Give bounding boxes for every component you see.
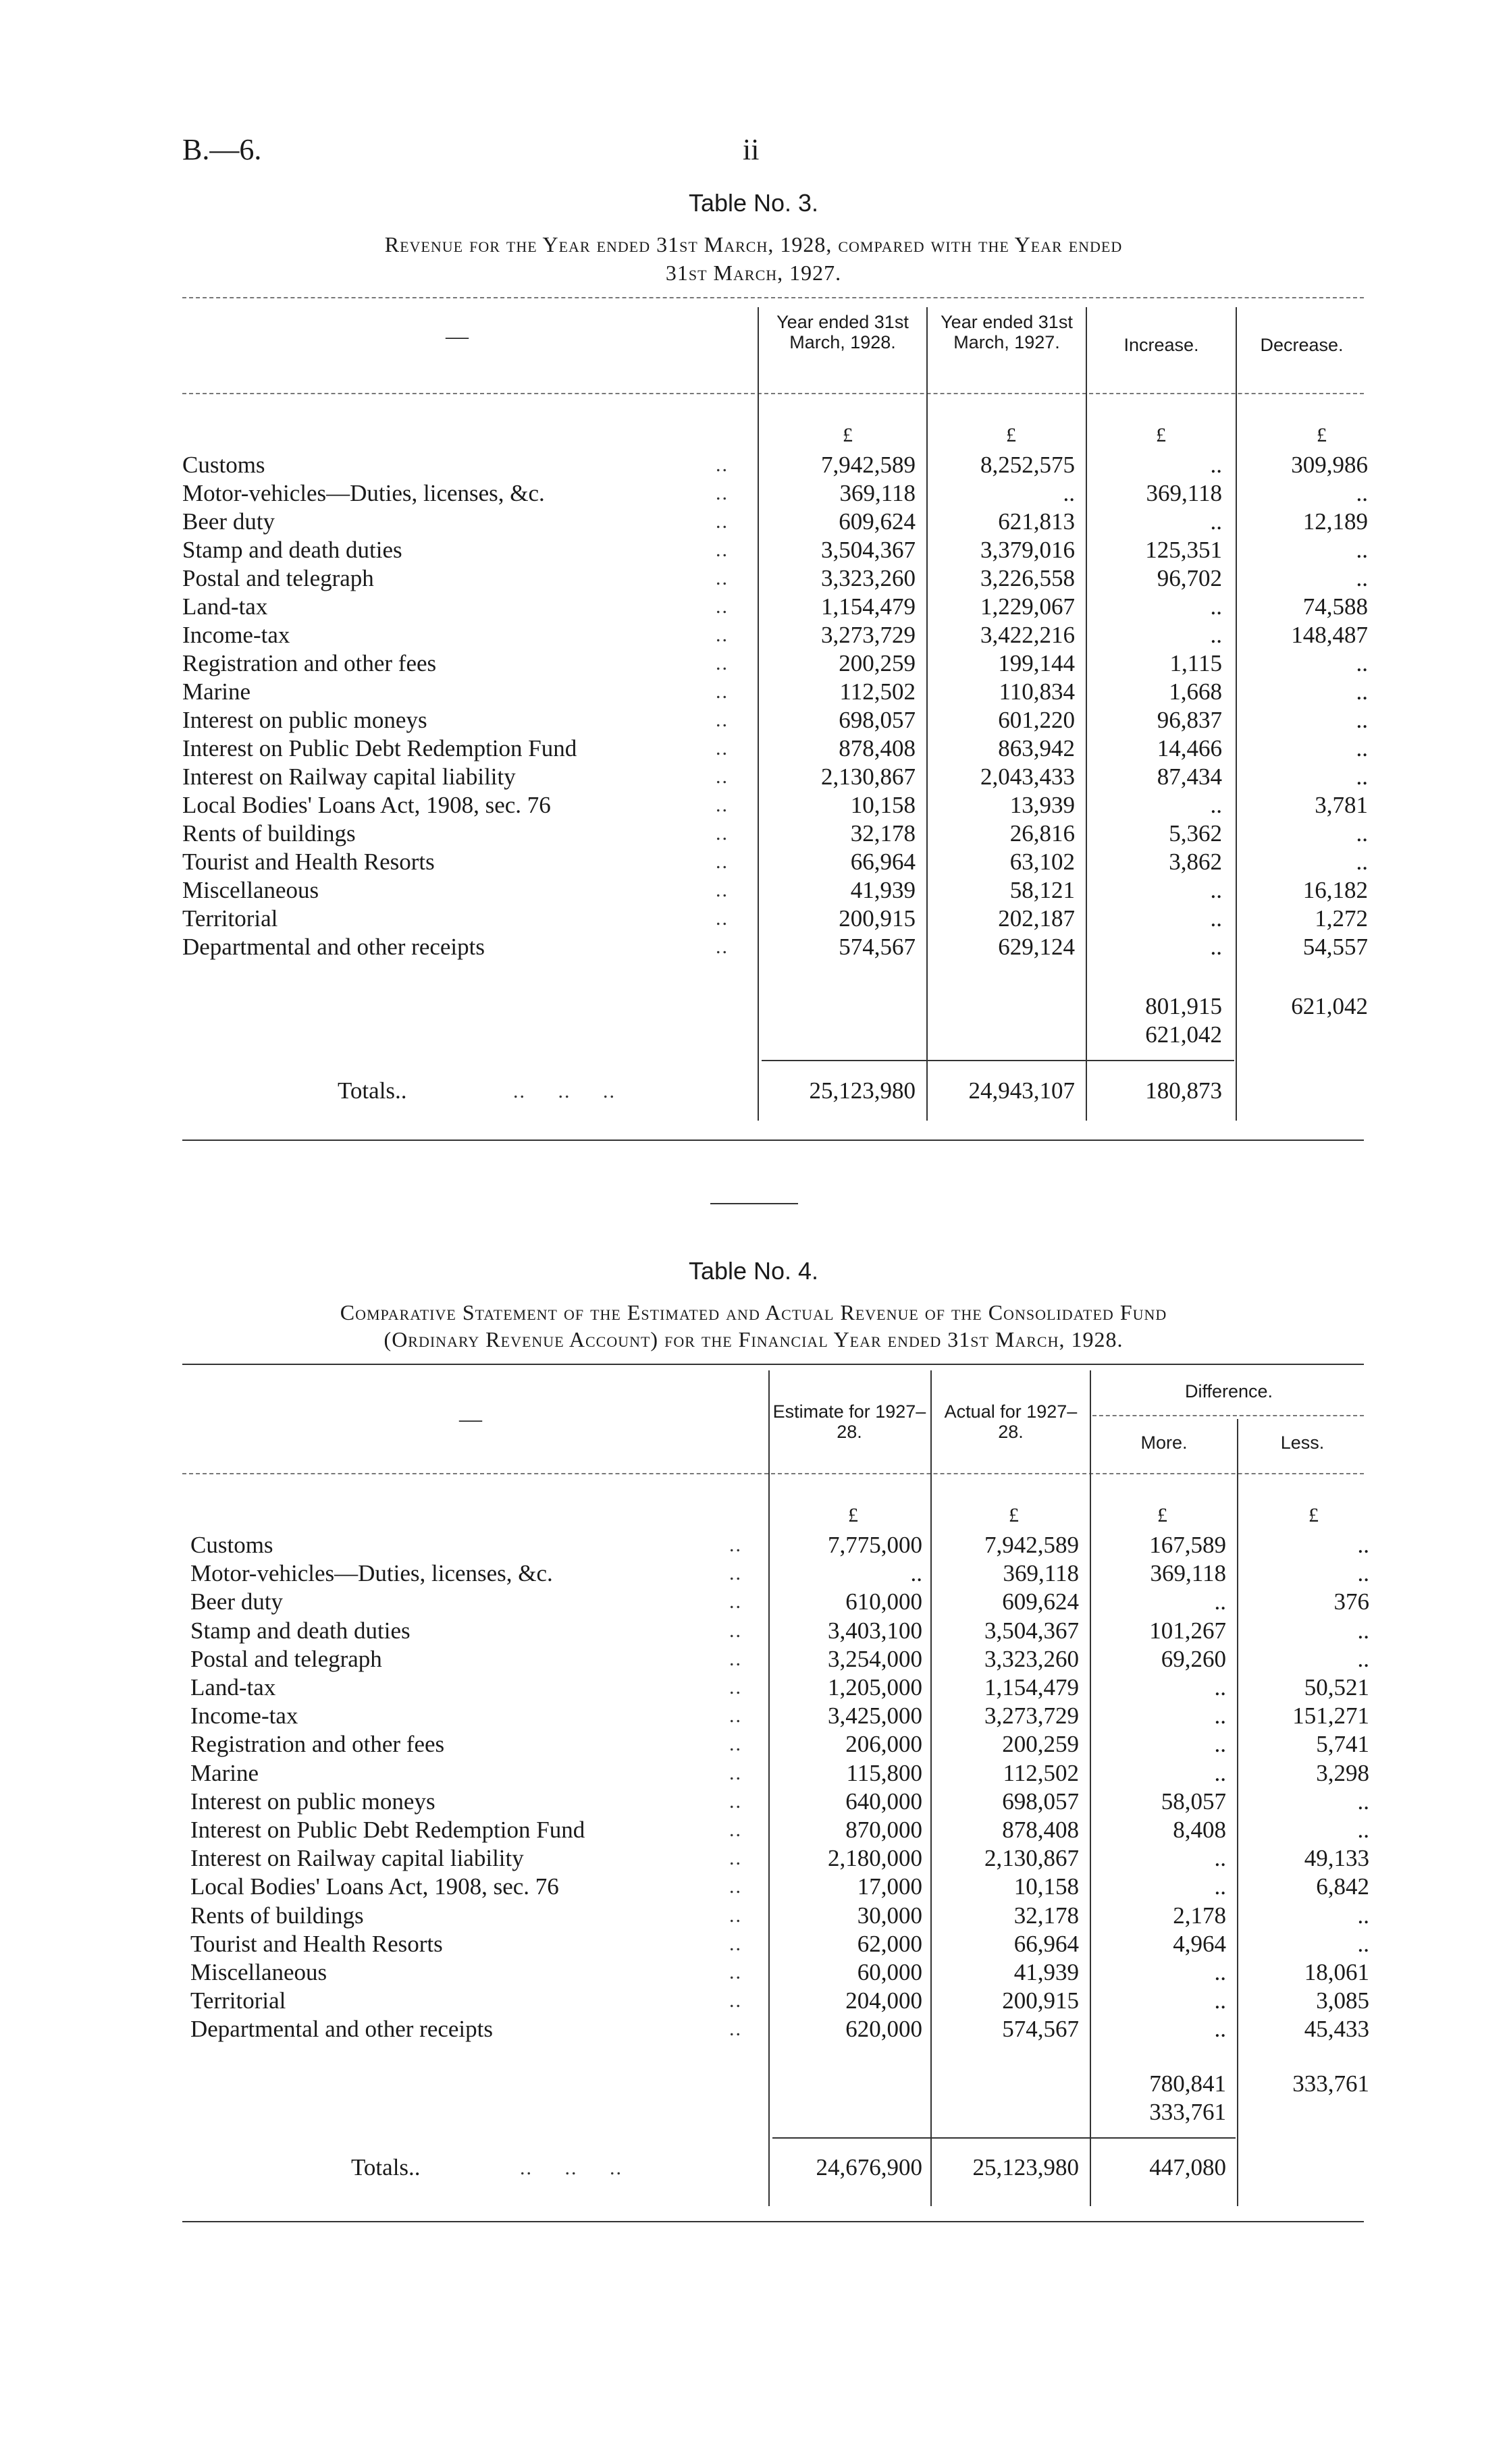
row-value-4: .. (1356, 537, 1368, 563)
table3-col-head-4: Decrease. (1260, 335, 1344, 355)
row-value-4: .. (1356, 849, 1368, 875)
row-leader-dots: .. (716, 879, 729, 901)
row-value-3: 5,362 (1169, 820, 1222, 847)
table3-col-head-3: Increase. (1123, 335, 1199, 355)
table3-vline-2 (926, 307, 928, 1121)
row-label: Tourist and Health Resorts (190, 1930, 443, 1957)
row-value-2: 10,158 (1013, 1873, 1079, 1900)
table4-totals-dots: .. .. .. (520, 2157, 623, 2179)
row-leader-dots: .. (716, 539, 729, 561)
row-value-2: 110,834 (999, 678, 1075, 705)
row-value-2: 621,813 (998, 508, 1075, 535)
row-value-4: .. (1356, 678, 1368, 705)
row-value-3: .. (1214, 1845, 1226, 1872)
row-value-1: 7,775,000 (828, 1532, 922, 1558)
table3-title: Table No. 3. (688, 189, 819, 217)
row-value-3: .. (1214, 2016, 1226, 2043)
row-label: Local Bodies' Loans Act, 1908, sec. 76 (190, 1873, 559, 1900)
row-value-3: .. (1214, 1588, 1226, 1615)
row-label: Tourist and Health Resorts (182, 849, 435, 875)
row-value-2: 26,816 (1009, 820, 1075, 847)
row-value-1: 60,000 (857, 1959, 922, 1985)
row-leader-dots: .. (729, 1676, 742, 1698)
row-value-4: 151,271 (1292, 1703, 1369, 1730)
row-leader-dots: .. (716, 624, 729, 646)
row-value-2: 601,220 (998, 707, 1075, 733)
table3-head-rule (182, 393, 1364, 394)
row-value-2: 13,939 (1009, 792, 1075, 818)
row-value-2: 7,942,589 (984, 1532, 1079, 1558)
row-value-1: 640,000 (845, 1788, 922, 1815)
row-label: Territorial (182, 905, 278, 932)
row-label: Motor-vehicles—Duties, licenses, &c. (190, 1560, 553, 1587)
row-leader-dots: .. (716, 936, 729, 958)
row-value-3: 101,267 (1149, 1617, 1226, 1644)
table3-subtotal-rule (762, 1060, 1234, 1061)
row-leader-dots: .. (716, 851, 729, 873)
row-value-4: 74,588 (1302, 593, 1368, 620)
row-value-1: 200,915 (839, 905, 916, 932)
row-leader-dots: .. (716, 822, 729, 845)
row-value-1: 698,057 (839, 707, 916, 733)
table4-total-2: 25,123,980 (972, 2154, 1079, 2180)
table4-col-head-4: Less. (1280, 1432, 1325, 1453)
row-leader-dots: .. (729, 1790, 742, 1813)
row-value-1: .. (910, 1560, 922, 1587)
table4-vline-4 (1237, 1419, 1238, 2206)
table4-col-head-3: More. (1140, 1432, 1188, 1453)
row-leader-dots: .. (729, 1562, 742, 1585)
row-value-3: .. (1210, 877, 1222, 903)
row-value-4: 18,061 (1304, 1959, 1369, 1985)
row-leader-dots: .. (729, 1705, 742, 1728)
table4-stub-head: — (459, 1407, 482, 1432)
row-value-4: 3,781 (1315, 792, 1368, 818)
row-label: Interest on public moneys (190, 1788, 435, 1815)
row-label: Stamp and death duties (182, 537, 402, 563)
row-value-1: 369,118 (839, 480, 916, 506)
row-value-1: 1,154,479 (821, 593, 916, 620)
table3-subtotal-decrease: 621,042 (1291, 993, 1368, 1019)
page-code: B.—6. (182, 133, 262, 166)
row-leader-dots: .. (729, 1989, 742, 2012)
row-value-3: 4,964 (1173, 1930, 1226, 1957)
row-value-4: 6,842 (1316, 1873, 1369, 1900)
table4-caption-line1: Comparative Statement of the Estimated and Actual Revenue of the Consolidated Fund (340, 1300, 1167, 1324)
row-value-2: 574,567 (1002, 2016, 1079, 2043)
row-leader-dots: .. (716, 567, 729, 589)
table3-col-head-2: Year ended 31st March, 1927. (941, 312, 1073, 352)
row-value-1: 66,964 (850, 849, 916, 875)
row-leader-dots: .. (716, 510, 729, 533)
table4-currency-2: £ (1009, 1504, 1019, 1526)
row-value-2: 3,226,558 (980, 565, 1075, 591)
row-value-1: 112,502 (839, 678, 916, 705)
row-value-2: 200,259 (1002, 1731, 1079, 1758)
row-value-4: 148,487 (1291, 622, 1368, 648)
row-value-4: 3,085 (1316, 1987, 1369, 2014)
row-value-3: .. (1214, 1759, 1226, 1786)
table4-top-rule (182, 1364, 1364, 1365)
row-value-2: 41,939 (1013, 1959, 1079, 1985)
row-label: Departmental and other receipts (190, 2016, 493, 2043)
table3-total-1: 25,123,980 (809, 1077, 916, 1104)
table4-currency-3: £ (1157, 1504, 1167, 1526)
row-value-3: 69,260 (1161, 1645, 1226, 1672)
table3-top-rule (182, 297, 1364, 298)
table3-col-head-1: Year ended 31st March, 1928. (776, 312, 909, 352)
row-value-2: 369,118 (1003, 1560, 1079, 1587)
row-value-1: 3,323,260 (821, 565, 916, 591)
table4-total-3: 447,080 (1149, 2154, 1226, 2180)
row-value-4: 376 (1333, 1588, 1369, 1615)
table3-currency-2: £ (1006, 424, 1016, 446)
row-value-4: .. (1357, 1645, 1369, 1672)
row-leader-dots: .. (716, 680, 729, 703)
row-leader-dots: .. (716, 454, 729, 476)
row-leader-dots: .. (729, 1819, 742, 1841)
row-label: Postal and telegraph (182, 565, 374, 591)
row-label: Rents of buildings (190, 1902, 364, 1929)
row-value-4: 49,133 (1304, 1845, 1369, 1872)
row-leader-dots: .. (729, 1847, 742, 1870)
row-leader-dots: .. (729, 1904, 742, 1927)
table4-vline-2 (930, 1370, 932, 2206)
row-leader-dots: .. (729, 1534, 742, 1556)
row-value-1: 3,425,000 (828, 1703, 922, 1730)
row-label: Land-tax (190, 1674, 276, 1700)
row-value-1: 200,259 (839, 650, 916, 676)
row-value-2: 8,252,575 (980, 452, 1075, 478)
row-value-1: 3,504,367 (821, 537, 916, 563)
row-value-1: 609,624 (839, 508, 916, 535)
row-value-4: .. (1357, 1560, 1369, 1587)
row-value-2: 1,154,479 (984, 1674, 1079, 1700)
row-value-4: 12,189 (1302, 508, 1368, 535)
row-value-1: 3,273,729 (821, 622, 916, 648)
row-value-2: 58,121 (1009, 877, 1075, 903)
row-value-4: 3,298 (1316, 1759, 1369, 1786)
row-leader-dots: .. (729, 1647, 742, 1670)
row-value-1: 574,567 (839, 934, 916, 960)
row-value-4: 16,182 (1302, 877, 1368, 903)
row-value-1: 3,403,100 (828, 1617, 922, 1644)
row-value-1: 206,000 (845, 1731, 922, 1758)
table3-totals-dots: .. .. .. (513, 1080, 616, 1102)
row-value-1: 30,000 (857, 1902, 922, 1929)
row-value-4: .. (1356, 707, 1368, 733)
row-value-1: 7,942,589 (821, 452, 916, 478)
row-value-3: 2,178 (1173, 1902, 1226, 1929)
table3-total-2: 24,943,107 (968, 1077, 1075, 1104)
row-value-1: 115,800 (846, 1759, 922, 1786)
row-value-3: 96,837 (1157, 707, 1222, 733)
row-leader-dots: .. (729, 1590, 742, 1613)
row-label: Territorial (190, 1987, 286, 2014)
row-label: Interest on public moneys (182, 707, 427, 733)
row-value-4: .. (1357, 1930, 1369, 1957)
row-leader-dots: .. (716, 794, 729, 816)
row-leader-dots: .. (729, 1932, 742, 1955)
row-value-3: 1,668 (1169, 678, 1222, 705)
table4-title: Table No. 4. (688, 1257, 819, 1285)
row-label: Postal and telegraph (190, 1645, 382, 1672)
row-label: Rents of buildings (182, 820, 356, 847)
table3-bottom-rule (182, 1140, 1364, 1141)
row-value-4: 5,741 (1316, 1731, 1369, 1758)
row-value-3: .. (1210, 792, 1222, 818)
row-value-3: .. (1210, 452, 1222, 478)
row-value-4: .. (1357, 1532, 1369, 1558)
row-value-3: 167,589 (1149, 1532, 1226, 1558)
row-value-4: 50,521 (1304, 1674, 1369, 1700)
row-value-2: 2,130,867 (984, 1845, 1079, 1872)
table4-caption-line2: (Ordinary Revenue Account) for the Financial Year ended 31st March, 1928. (384, 1327, 1123, 1351)
row-leader-dots: .. (729, 1961, 742, 1983)
row-value-3: .. (1210, 622, 1222, 648)
row-value-4: .. (1356, 565, 1368, 591)
row-value-3: .. (1210, 593, 1222, 620)
row-leader-dots: .. (716, 709, 729, 731)
row-label: Income-tax (190, 1703, 298, 1730)
row-value-3: 369,118 (1146, 480, 1222, 506)
row-value-3: 87,434 (1157, 764, 1222, 790)
table3-currency-3: £ (1156, 424, 1166, 446)
page-number: ii (743, 133, 760, 166)
row-label: Marine (190, 1759, 259, 1786)
row-value-1: 878,408 (839, 735, 916, 761)
table3-caption-line1: Revenue for the Year ended 31st March, 1928, compared with the Year ended (384, 232, 1123, 257)
row-value-3: .. (1214, 1674, 1226, 1700)
row-value-4: .. (1356, 480, 1368, 506)
row-value-3: 125,351 (1145, 537, 1222, 563)
row-value-2: 112,502 (1003, 1759, 1079, 1786)
row-value-4: 45,433 (1304, 2016, 1369, 2043)
row-value-1: 620,000 (845, 2016, 922, 2043)
row-value-1: 2,180,000 (828, 1845, 922, 1872)
table4-col-head-2: Actual for 1927–28. (944, 1401, 1078, 1442)
table4-subtotal-less: 333,761 (1292, 2070, 1369, 2097)
row-value-4: .. (1357, 1902, 1369, 1929)
row-leader-dots: .. (716, 652, 729, 674)
row-value-1: 870,000 (845, 1817, 922, 1843)
row-label: Departmental and other receipts (182, 934, 485, 960)
row-value-3: 8,408 (1173, 1817, 1226, 1843)
row-label: Income-tax (182, 622, 290, 648)
row-value-4: .. (1356, 764, 1368, 790)
row-value-3: 96,702 (1157, 565, 1222, 591)
row-leader-dots: .. (729, 1875, 742, 1898)
row-label: Customs (182, 452, 265, 478)
row-value-2: 629,124 (998, 934, 1075, 960)
row-value-1: 32,178 (850, 820, 916, 847)
row-value-4: .. (1356, 820, 1368, 847)
row-value-2: 66,964 (1013, 1930, 1079, 1957)
row-value-3: .. (1210, 934, 1222, 960)
row-label: Local Bodies' Loans Act, 1908, sec. 76 (182, 792, 551, 818)
row-value-3: .. (1214, 1959, 1226, 1985)
row-value-4: .. (1357, 1817, 1369, 1843)
table3-vline-3 (1086, 307, 1087, 1121)
row-label: Marine (182, 678, 251, 705)
row-value-4: 309,986 (1291, 452, 1368, 478)
row-label: Registration and other fees (182, 650, 437, 676)
row-label: Interest on Public Debt Redemption Fund (182, 735, 577, 761)
row-leader-dots: .. (729, 1733, 742, 1756)
row-label: Stamp and death duties (190, 1617, 411, 1644)
row-label: Land-tax (182, 593, 268, 620)
row-value-4: 1,272 (1315, 905, 1368, 932)
row-value-4: 54,557 (1302, 934, 1368, 960)
row-value-4: .. (1356, 650, 1368, 676)
row-label: Customs (190, 1532, 273, 1558)
table4-group-rule (1092, 1415, 1364, 1416)
table4-currency-1: £ (848, 1504, 858, 1526)
row-label: Interest on Public Debt Redemption Fund (190, 1817, 585, 1843)
row-value-1: 41,939 (850, 877, 916, 903)
row-value-2: 609,624 (1002, 1588, 1079, 1615)
row-value-2: 3,323,260 (984, 1645, 1079, 1672)
row-value-2: 1,229,067 (980, 593, 1075, 620)
row-leader-dots: .. (729, 2018, 742, 2041)
row-value-2: 199,144 (998, 650, 1075, 676)
row-value-2: .. (1063, 480, 1075, 506)
row-leader-dots: .. (716, 595, 729, 618)
table4-bottom-rule (182, 2221, 1364, 2222)
row-value-3: 14,466 (1157, 735, 1222, 761)
table3-currency-4: £ (1317, 424, 1327, 446)
table3-subtotal-increase-2: 621,042 (1145, 1021, 1222, 1048)
row-leader-dots: .. (729, 1761, 742, 1784)
row-value-1: 10,158 (850, 792, 916, 818)
table3-stub-head: — (446, 324, 469, 349)
table3-vline-4 (1236, 307, 1237, 1121)
row-value-2: 878,408 (1002, 1817, 1079, 1843)
row-leader-dots: .. (729, 1619, 742, 1642)
table3-currency-1: £ (843, 424, 853, 446)
table4-subtotal-rule (772, 2137, 1236, 2139)
row-label: Beer duty (190, 1588, 284, 1615)
row-value-1: 610,000 (845, 1588, 922, 1615)
row-value-3: 369,118 (1150, 1560, 1226, 1587)
row-value-3: 3,862 (1169, 849, 1222, 875)
row-value-2: 863,942 (998, 735, 1075, 761)
table3-caption-line2: 31st March, 1927. (665, 261, 842, 285)
row-value-2: 3,504,367 (984, 1617, 1079, 1644)
row-value-2: 698,057 (1002, 1788, 1079, 1815)
row-leader-dots: .. (716, 737, 729, 759)
row-value-2: 200,915 (1002, 1987, 1079, 2014)
table4-col-head-1: Estimate for 1927–28. (772, 1401, 926, 1442)
row-value-3: 1,115 (1169, 650, 1222, 676)
table4-subtotal-more-2: 333,761 (1149, 2099, 1226, 2125)
row-label: Interest on Railway capital liability (190, 1845, 524, 1872)
row-value-2: 3,379,016 (980, 537, 1075, 563)
row-value-3: .. (1214, 1987, 1226, 2014)
row-value-1: 17,000 (857, 1873, 922, 1900)
row-value-4: .. (1357, 1617, 1369, 1644)
row-leader-dots: .. (716, 482, 729, 504)
row-value-2: 63,102 (1009, 849, 1075, 875)
row-value-3: .. (1214, 1731, 1226, 1758)
row-value-2: 202,187 (998, 905, 1075, 932)
table3-total-3: 180,873 (1145, 1077, 1222, 1104)
table4-head-rule (182, 1473, 1364, 1474)
row-leader-dots: .. (716, 766, 729, 788)
table4-currency-4: £ (1308, 1504, 1319, 1526)
row-value-1: 204,000 (845, 1987, 922, 2014)
row-value-1: 3,254,000 (828, 1645, 922, 1672)
table4-vline-3 (1090, 1370, 1091, 2206)
row-value-3: .. (1210, 905, 1222, 932)
row-label: Miscellaneous (190, 1959, 327, 1985)
table3-subtotal-increase: 801,915 (1145, 993, 1222, 1019)
table4-totals-label: Totals.. (351, 2154, 421, 2180)
row-value-2: 3,422,216 (980, 622, 1075, 648)
row-value-1: 62,000 (857, 1930, 922, 1957)
row-value-3: 58,057 (1161, 1788, 1226, 1815)
row-label: Registration and other fees (190, 1731, 445, 1758)
row-value-1: 1,205,000 (828, 1674, 922, 1700)
row-value-3: .. (1214, 1703, 1226, 1730)
row-label: Miscellaneous (182, 877, 319, 903)
row-value-4: .. (1357, 1788, 1369, 1815)
row-value-2: 2,043,433 (980, 764, 1075, 790)
table3-vline-1 (758, 307, 759, 1121)
row-value-2: 3,273,729 (984, 1703, 1079, 1730)
row-value-4: .. (1356, 735, 1368, 761)
row-leader-dots: .. (716, 907, 729, 930)
table4-total-1: 24,676,900 (816, 2154, 922, 2180)
table3-totals-label: Totals.. (338, 1077, 407, 1104)
row-label: Motor-vehicles—Duties, licenses, &c. (182, 480, 545, 506)
row-value-3: .. (1210, 508, 1222, 535)
table4-subtotal-more: 780,841 (1149, 2070, 1226, 2097)
row-label: Interest on Railway capital liability (182, 764, 516, 790)
table4-group-head: Difference. (1184, 1381, 1273, 1401)
row-label: Beer duty (182, 508, 275, 535)
row-value-3: .. (1214, 1873, 1226, 1900)
table4-vline-1 (768, 1370, 770, 2206)
row-value-2: 32,178 (1013, 1902, 1079, 1929)
section-separator (710, 1203, 798, 1204)
row-value-1: 2,130,867 (821, 764, 916, 790)
